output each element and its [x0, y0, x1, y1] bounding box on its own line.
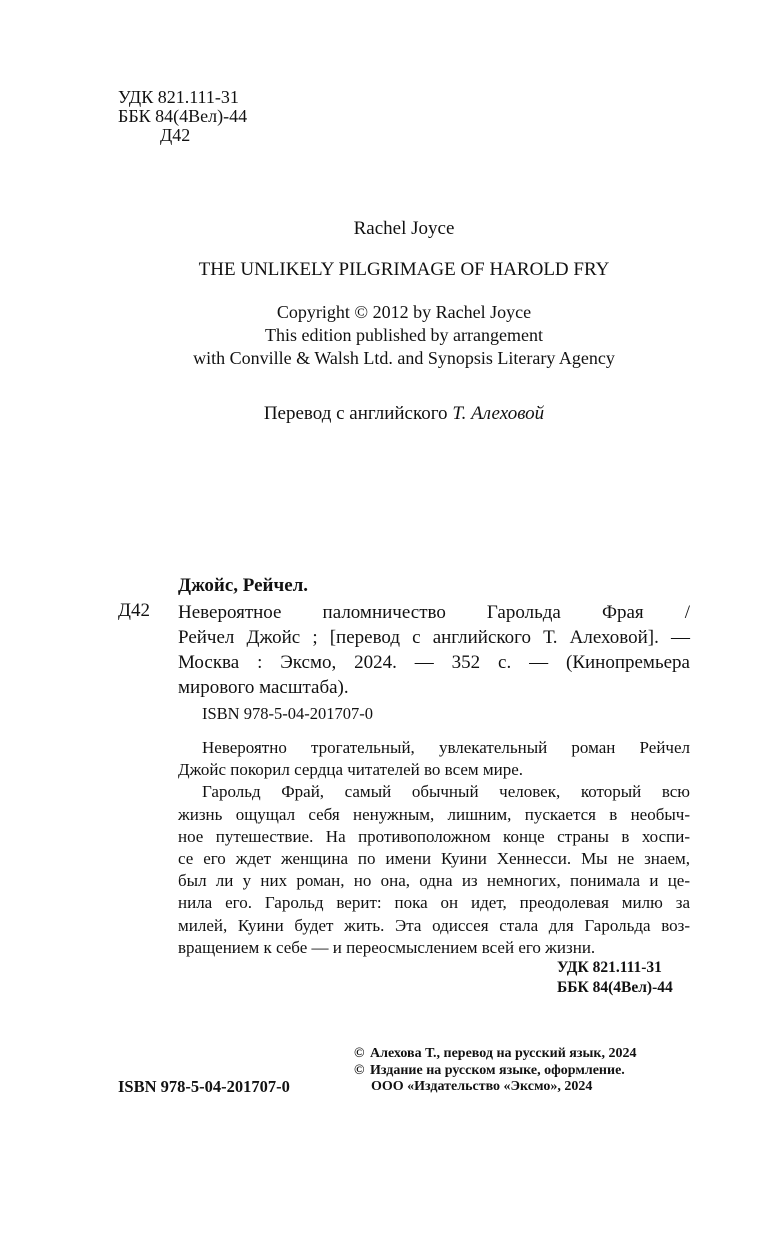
arrangement-line: This edition published by arrangement	[265, 325, 543, 345]
catalog-heading: Джойс, Рейчел.	[178, 575, 309, 596]
bottom-udk: УДК 821.111-31	[557, 959, 662, 976]
annotation-line: Джойс покорил сердца читателей во всем мире.	[178, 760, 524, 780]
translation-prefix: Перевод с английского	[263, 403, 453, 424]
translator-name: Т. Алеховой	[452, 403, 545, 424]
copyright-translation: © Алехова Т., перевод на русский язык, 2024	[354, 1046, 637, 1061]
catalog-mark: Д42	[118, 600, 150, 621]
catalog-line: Рейчел Джойс ; [перевод с английского Т. Алеховой]. —	[178, 627, 690, 648]
annotation-line: Невероятно трогательный, увлекательный роман Рейчел	[202, 738, 690, 757]
publisher-copyrights	[354, 1046, 637, 1096]
agency-line: with Conville & Walsh Ltd. and Synopsis Literary Agency	[193, 348, 615, 368]
original-copyright	[0, 301, 768, 370]
catalog-description	[178, 600, 690, 700]
bbk-code: ББК 84(4Вел)-44	[118, 106, 248, 126]
udk-code: УДК 821.111-31	[118, 87, 239, 107]
copyright-line: Copyright © 2012 by Rachel Joyce	[276, 302, 532, 322]
annotation-line: был ли у них роман, но она, одна из немногих, понимала и це-	[178, 871, 690, 891]
translation-credit	[0, 403, 768, 425]
original-title: THE UNLIKELY PILGRIMAGE OF HAROLD FRY	[198, 259, 610, 280]
copyright-publisher: ООО «Издательство «Эксмо», 2024	[371, 1079, 593, 1094]
annotation-line: Гарольд Фрай, самый обычный человек, который всю	[202, 782, 690, 802]
original-author: Rachel Joyce	[353, 218, 455, 239]
annotation-line: милей, Куини будет жить. Эта одиссея стала для Гарольда воз-	[178, 915, 690, 935]
bottom-isbn: ISBN 978-5-04-201707-0	[118, 1077, 290, 1096]
annotation-line: нила его. Гарольд верит: пока он идет, преодолевая милю за	[178, 893, 690, 913]
bottom-classification	[557, 958, 673, 998]
author-mark: Д42	[160, 125, 191, 145]
bottom-bbk: ББК 84(4Вел)-44	[557, 979, 673, 996]
copyright-symbol: ©	[354, 1062, 365, 1078]
annotation-line: се его ждет женщина по имени Куини Хеннесси. Мы не знаем,	[178, 849, 690, 869]
catalog-line: Невероятное паломничество Гарольда Фрая /	[178, 602, 690, 623]
copyright-symbol: ©	[354, 1046, 365, 1061]
copyright-edition: © Издание на русском языке, оформление.	[354, 1062, 625, 1078]
classification-block	[118, 88, 247, 145]
annotation	[178, 737, 690, 959]
catalog-line: Москва : Эксмо, 2024. — 352 с. — (Кинопремьера	[178, 652, 690, 673]
annotation-line: ное путешествие. На противоположном конце страны в хоспи-	[178, 826, 690, 846]
annotation-line: вращением к себе — и переосмыслением всей его жизни.	[178, 937, 596, 957]
catalog-line: мирового масштаба).	[178, 677, 349, 698]
annotation-line: жизнь ощущал себя ненужным, лишним, пускается в необыч-	[178, 804, 690, 824]
catalog-isbn: ISBN 978-5-04-201707-0	[202, 704, 373, 723]
